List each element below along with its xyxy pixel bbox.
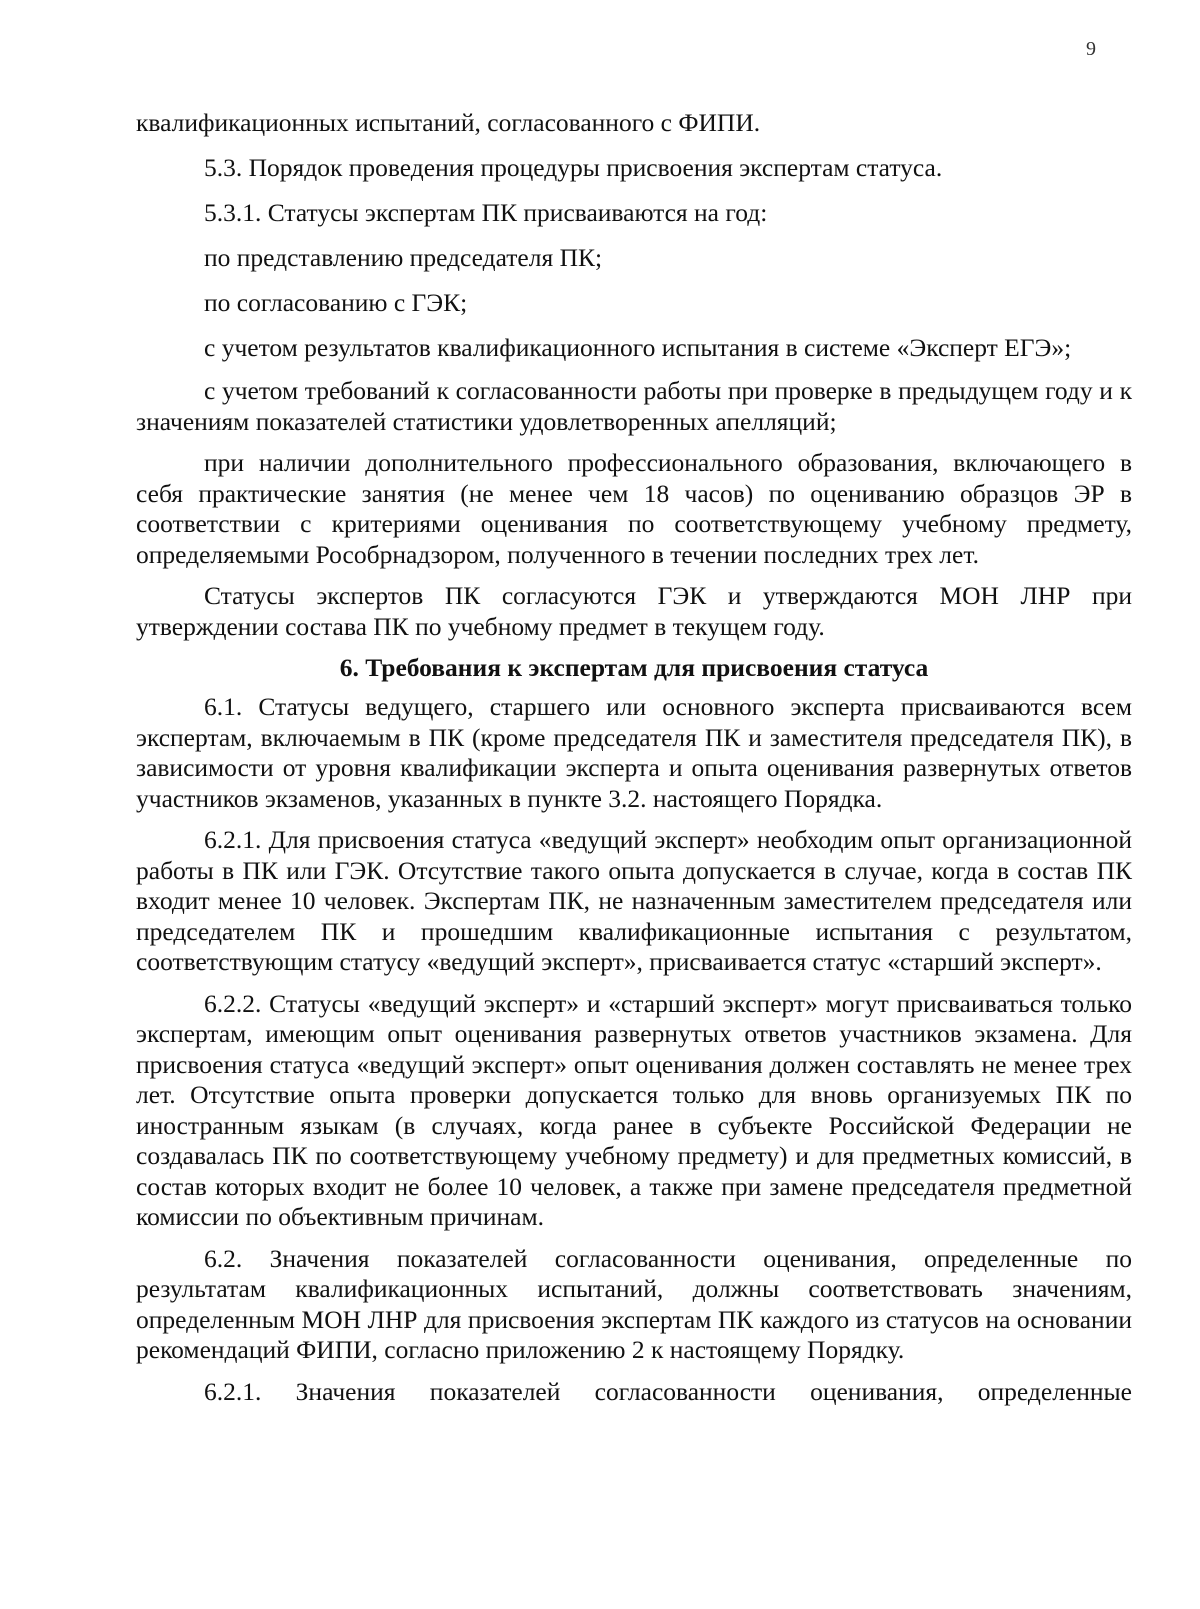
paragraph-6-2-1-leading-expert: 6.2.1. Для присвоения статуса «ведущий эксперт» необходим опыт организационной работы в ПК или ГЭК. Отсутствие такого опыта допускается в случае, когда в состав ПК входит менее 10 человек. Экспертам ПК, не назначенным заместителем председателя или председателем ПК и прошедшим квалификационные испытания с результатом, соответствующим статусу «ведущий эксперт», присваивается статус «старший эксперт». (136, 825, 1132, 976)
section-heading-6: 6. Требования к экспертам для присвоения статуса (339, 653, 929, 682)
paragraph-5-3-1: 5.3.1. Статусы экспертам ПК присваиваются на год: (204, 198, 768, 227)
list-item-qualification-results: с учетом результатов квалификационного испытания в системе «Эксперт ЕГЭ»; (204, 333, 1072, 362)
paragraph-continuation: квалификационных испытаний, согласованного с ФИПИ. (136, 108, 761, 137)
paragraph-6-1: 6.1. Статусы ведущего, старшего или основного эксперта присваиваются всем экспертам, включаемым в ПК (кроме председателя ПК и заместителя председателя ПК), в зависимости от уровня квалификации эксперта и опыта оценивания развернутых ответов участников экзаменов, указанных в пункте 3.2. настоящего Порядка. (136, 692, 1132, 813)
paragraph-6-2-values: 6.2. Значения показателей согласованности оценивания, определенные по результатам квалификационных испытаний, должны соответствовать значениям, определенным МОН ЛНР для присвоения экспертам ПК каждого из статусов на основании рекомендаций ФИПИ, согласно приложению 2 к настоящему Порядку. (136, 1243, 1132, 1364)
paragraph-6-2-1-values: 6.2.1. Значения показателей согласованности оценивания, определенные (204, 1376, 1132, 1406)
list-item-consistency-requirements: с учетом требований к согласованности работы при проверке в предыдущем году и к значениям показателей статистики удовлетворенных апелляций; (136, 376, 1132, 436)
paragraph-5-3: 5.3. Порядок проведения процедуры присвоения экспертам статуса. (204, 153, 943, 182)
page-number: 9 (1086, 38, 1096, 60)
list-item-additional-education: при наличии дополнительного профессионального образования, включающего в себя практические занятия (не менее чем 18 часов) по оцениванию образцов ЭР в соответствии с критериями оценивания по соответствующему учебному предмету, определяемыми Рособрнадзором, полученного в течении последних трех лет. (136, 448, 1132, 569)
document-body (136, 106, 1132, 1418)
paragraph-6-2-2: 6.2.2. Статусы «ведущий эксперт» и «старший эксперт» могут присваиваться только экспертам, имеющим опыт оценивания развернутых ответов участников экзамена. Для присвоения статуса «ведущий эксперт» опыт оценивания должен составлять не менее трех лет. Отсутствие опыта проверки допускается только для вновь организуемых ПК по иностранным языкам (в случаях, когда ранее в субъекте Российской Федерации не создавалась ПК по соответствующему учебному предмету) и для предметных комиссий, в состав которых входит не более 10 человек, а также при замене председателя предметной комиссии по объективным причинам. (136, 988, 1132, 1231)
list-item-chairman-proposal: по представлению председателя ПК; (204, 243, 603, 272)
list-item-gek-approval: по согласованию с ГЭК; (204, 288, 468, 317)
paragraph-status-approval: Статусы экспертов ПК согласуются ГЭК и утверждаются МОН ЛНР при утверждении состава ПК по учебному предмет в текущем году. (136, 581, 1132, 641)
